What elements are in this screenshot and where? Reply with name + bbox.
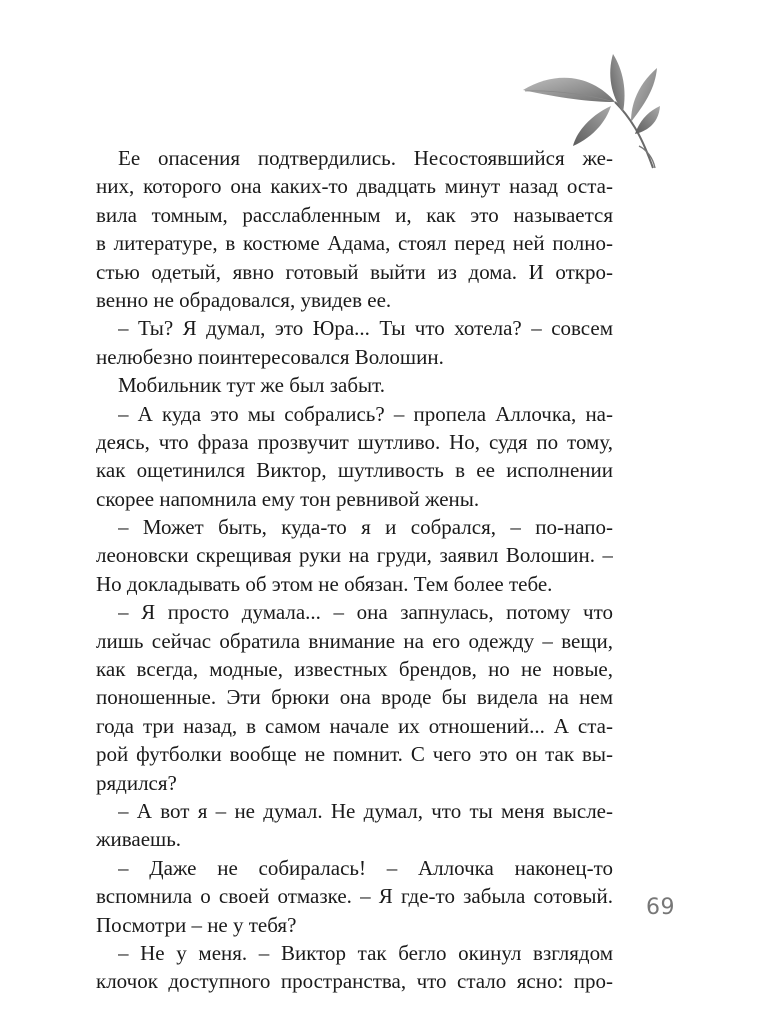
- text-line: нелюбезно поинтересовался Волошин.: [96, 344, 444, 369]
- text-line: – Даже не собиралась! – Аллочка наконец-то: [118, 855, 613, 880]
- text-line: Посмотри – не у тебя?: [96, 912, 297, 937]
- text-line: рой футболки вообще не помнит. С чего это он так вы-: [96, 742, 613, 767]
- text-line: венно не обрадовался, увидев ее.: [96, 287, 392, 312]
- text-line: – Я просто думала... – она запнулась, потому что: [118, 600, 613, 625]
- text-line: в литературе, в костюме Адама, стоял перед ней полно-: [96, 231, 613, 256]
- text-line: них, которого она каких-то двадцать минут назад оста-: [96, 174, 613, 199]
- body-text: [96, 144, 613, 996]
- text-line: – Ты? Я думал, это Юра... Ты что хотела? – совсем: [118, 316, 613, 341]
- text-line: – А куда это мы собрались? – пропела Аллочка, на-: [118, 401, 613, 426]
- text-line: – Может быть, куда-то я и собрался, – по-напо-: [118, 515, 613, 540]
- text-line: лишь сейчас обратила внимание на его одежду – вещи,: [96, 628, 613, 653]
- text-line: рядился?: [96, 770, 177, 795]
- text-line: скорее напомнила ему тон ревнивой жены.: [96, 486, 480, 511]
- text-line: вила томным, расслабленным и, как это называется: [96, 202, 613, 227]
- text-line: Мобильник тут же был забыт.: [118, 373, 385, 398]
- page-number: 69: [646, 895, 675, 920]
- text-line: вспомнила о своей отмазке. – Я где-то забыла сотовый.: [96, 884, 613, 909]
- text-line: Ее опасения подтвердились. Несостоявшийся же-: [118, 146, 613, 170]
- text-line: стью одетый, явно готовый выйти из дома. И откро-: [96, 259, 613, 284]
- text-line: клочок доступного пространства, что стало ясно: про-: [96, 969, 613, 994]
- text-line: деясь, что фраза прозвучит шутливо. Но, судя по тому,: [96, 429, 613, 454]
- text-line: как ощетинился Виктор, шутливость в ее исполнении: [96, 458, 613, 483]
- text-line: года три назад, в самом начале их отношений... А ста-: [96, 713, 613, 738]
- text-line: Но докладывать об этом не обязан. Тем более тебе.: [96, 571, 553, 596]
- text-line: – Не у меня. – Виктор так бегло окинул взглядом: [118, 940, 613, 965]
- text-line: как всегда, модные, известных брендов, но не новые,: [96, 657, 613, 682]
- text-line: поношенные. Эти брюки она вроде бы видела на нем: [96, 685, 613, 710]
- text-line: живаешь.: [96, 827, 182, 852]
- text-line: – А вот я – не думал. Не думал, что ты меня высле-: [118, 798, 613, 823]
- text-line: леоновски скрещивая руки на груди, заявил Волошин. –: [96, 543, 613, 568]
